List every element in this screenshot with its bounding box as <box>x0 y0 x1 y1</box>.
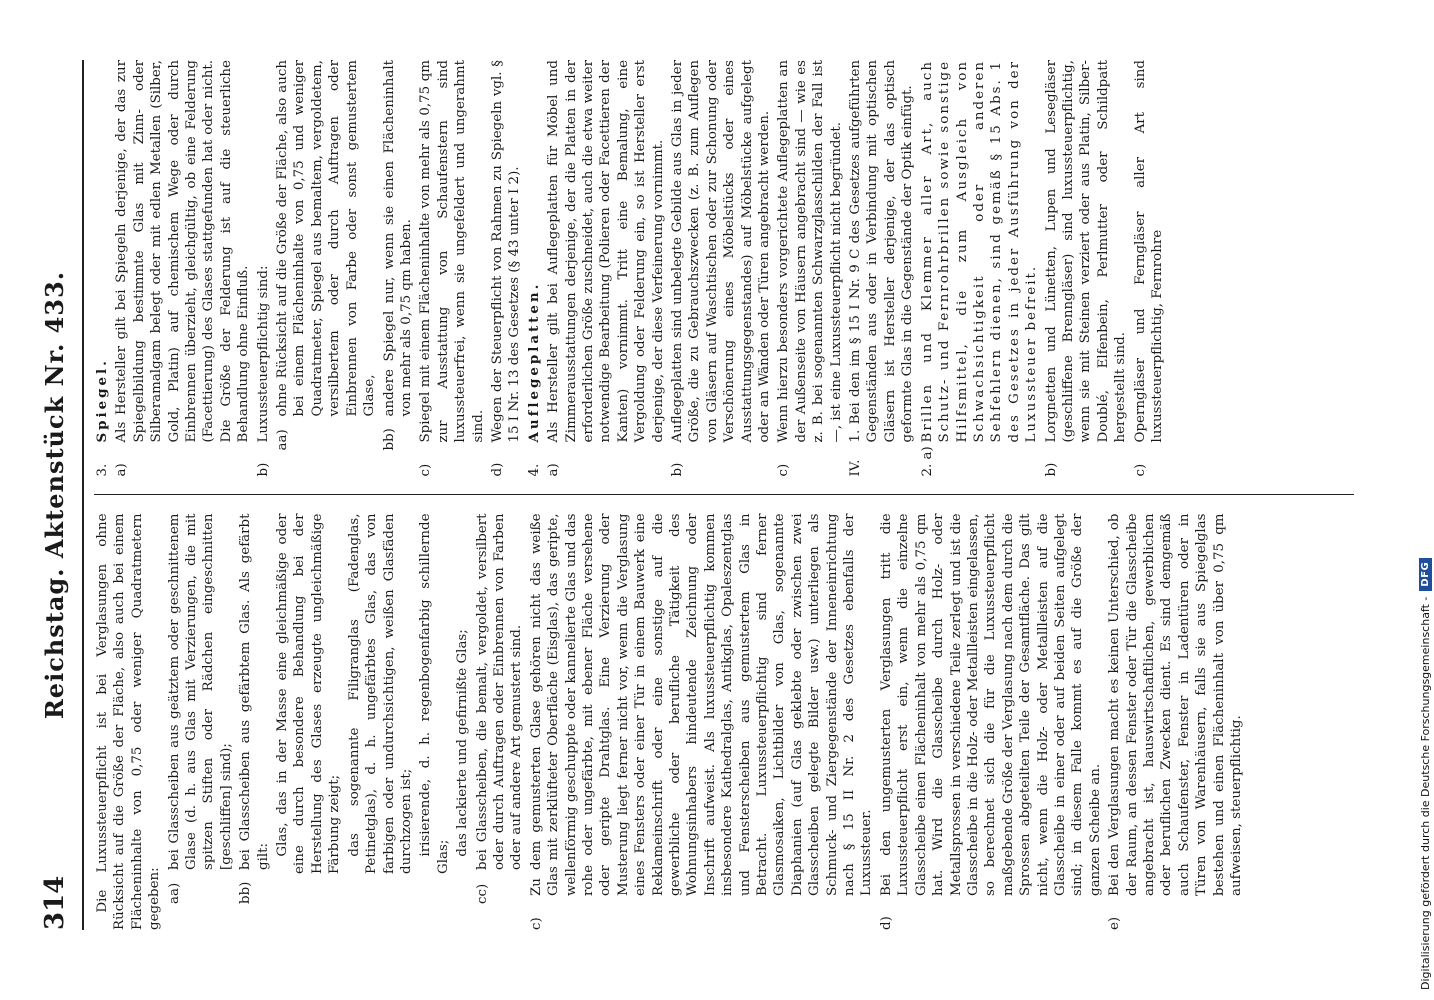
item-text: bei Glasscheiben aus geätztem oder geschnittenem Glase (d. h. aus Glas mit Verzierungen, die mit spitzen Stiften oder Rädchen eingeschnitten [geschliffen] sind); <box>166 513 234 870</box>
list-item-bb <box>237 514 272 931</box>
item-label: a) <box>114 463 130 477</box>
list-item-cc <box>474 514 526 931</box>
list-item-2c <box>1132 60 1167 477</box>
page-number: 314 <box>40 875 70 930</box>
section-iv <box>847 60 917 477</box>
list-item-3b-aa <box>274 60 378 477</box>
dfg-logo: DFG <box>1419 558 1432 591</box>
item-text: Zu dem gemusterten Glase gehören nicht das weiße Glas mit zerklüfteter Oberfläche (Eisglas), das geripte, wellenförmig geschuppte oder kannelierte Glas und das rohe oder ungefärbte, mit ebener Fläche versehene oder geripte Drahtglas. Eine Verzierung oder Musterung liegt ferner nicht vor, wenn die Verglasung eines Fensters oder einer Tür in einem Bauwerk eine Reklameinschrift oder eine sonstige auf die gewerbliche oder berufliche Tätigkeit des Wohnungsinhabers hindeutende Zeichnung oder Inschrift aufweist. Als luxussteuerpflichtig kommen insbesondere Kathedralglas, Antikglas, Opaleszentglas und Fensterscheiben aus gemustertem Glas in Betracht. Luxussteuerpflichtig sind ferner Glasmosaiken, Lichtbilder von Glas, sogenannte Diaphanien (auf Glas geklebte oder zwischen zwei Glasscheiben gelegte Bilder usw.) unterliegen als Schmuck- und Ziergegenstände der Inneneinrichtung nach § 15 II Nr. 2 des Gesetzes ebenfalls der Luxussteuer. <box>528 513 875 896</box>
item-label: e) <box>1107 916 1123 930</box>
paragraph-intro: Die Luxussteuerpflicht ist bei Verglasungen ohne Rücksicht auf die Größe der Fläche, also auch bei einem Flächeninhalte von 0,75 oder weniger Quadratmetern gegeben: <box>95 513 163 930</box>
item-text: Brillen und Klemmer aller Art, auch Schutz- und Fernrohrbrillen sowie sonstige Hilfsmittel, die zum Ausgleich von Schwachsichtigkeit oder anderen Sehfehlern dienen, sind gemäß § 15 Abs. 1 des Gesetzes in jeder Ausführung von der Luxussteuer befreit. <box>919 60 1040 443</box>
running-title: Reichstag. Aktenstück Nr. 433. <box>40 270 69 720</box>
list-item-c <box>528 514 876 931</box>
paragraph-bb-4: das lackierte und gefirnißte Glas; <box>455 629 471 857</box>
list-item-2a <box>919 60 1041 477</box>
item-label: d) <box>878 916 894 930</box>
item-label: bb) <box>381 428 397 451</box>
item-text: Bei den Verglasungen macht es keinen Unterschied, ob der Raum, an dessen Fenster oder Tür die Glasscheibe angebracht ist, hauswirtschaftlichen, gewerblichen oder beruflichen Zwecken dient. Es sind demgemäß auch Schaufenster, Fenster in Ladentüren oder in Türen von Warenhäusern, falls sie aus Spiegelglas bestehen und einen Flächeninhalt von über 0,75 qm aufweisen, steuerpflichtig. <box>1107 513 1244 896</box>
section-heading-auflegeplatten <box>526 60 543 477</box>
section-heading-spiegel <box>94 60 111 477</box>
list-item-e <box>1106 514 1245 931</box>
item-label: cc) <box>474 883 490 904</box>
paragraph-bb-2: das sogenannte Filigranglas (Fadenglas, Petinetglas), d. h. ungefärbtes Glas, das von farbigen oder undurchsichtigen, weißen Glasfäden durchzogen ist; <box>346 513 414 874</box>
paragraph-bb-1: Glas, das in der Masse eine gleichmäßige oder eine durch besondere Behandlung bei der Herstellung des Glases erzeugte ungleichmäßige Färbung zeigt; <box>275 513 343 874</box>
list-item-3d <box>489 60 524 477</box>
item-label: c) <box>418 463 434 477</box>
item-text: ohne Rücksicht auf die Größe der Fläche, also auch bei einem Flächeninhalte von 0,75 und weniger Quadratmeter, Spiegel aus bemaltem, vergoldetem, versilbertem oder durch Auftragen oder Einbrennen von Farbe oder sonst gemustertem Glase, <box>275 60 378 417</box>
list-item-3b <box>255 60 272 477</box>
credit-text: Digitalisierung gefördert durch die Deutsche Forschungsgemeinschaft - <box>1419 596 1432 990</box>
page-header <box>40 60 84 930</box>
item-text: Spiegel mit einem Flächeninhalte von mehr als 0,75 qm zur Ausstattung von Schaufenstern sind luxussteuerfrei, wenn sie ungefeldert und ungerahmt sind. <box>418 60 486 443</box>
left-column <box>94 496 1354 931</box>
item-label: aa) <box>166 882 182 904</box>
item-label: c) <box>776 463 792 477</box>
item-label: c) <box>1132 463 1148 477</box>
section-title: Auflegeplatten. <box>525 281 542 443</box>
list-item-3c <box>417 60 487 477</box>
item-text: Lorgnetten und Lünetten, Lupen und Lesegläser (geschliffene Brenngläser) sind luxussteuerpflichtig, wenn sie mit Steinen verziert oder aus Platin, Silber-Doublé, Elfenbein, Perlmutter oder Schildpatt hergestellt sind. <box>1043 60 1129 443</box>
item-text: Wenn hierzu besonders vorgerichtete Auflegeplatten an der Außenseite von Häusern angebracht sind — wie es z. B. bei sogenannten Schwarzglasschilden der Fall ist —, ist eine Luxussteuerpflicht nicht begründet. <box>776 60 844 443</box>
item-text: Bei den ungemusterten Verglasungen tritt die Luxussteuerpflicht erst ein, wenn die einzelne Glasscheibe einen Flächeninhalt von mehr als 0,75 qm hat. Wird die Glasscheibe durch Holz- oder Metallsprossen in verschiedene Teile zerlegt und ist die Glasscheibe in die Holz- oder Metallleisten eingelassen, so berechnet sich die für die Luxussteuerpflicht maßgebende Größe der Verglasung nach dem durch die Sprossen abgeteilten Teile der Gesamtfläche. Das gilt nicht, wenn die Holz- oder Metallleisten auf die Glasscheibe in einer oder auf beiden Seiten aufgelegt sind; in diesem Falle kommt es auf die Größe der ganzen Scheibe an. <box>878 513 1103 896</box>
paragraph-bb-3: irisierende, d. h. regenbogenfarbig schillernde Glas; <box>418 513 451 874</box>
item-label: bb) <box>238 881 254 904</box>
item-text: Luxussteuerpflichtig sind: <box>255 265 271 443</box>
item-text: Wegen der Steuerpflicht von Rahmen zu Spiegeln vgl. § 15 I Nr. 13 des Gesetzes (§ 43 unter I 2). <box>489 60 523 443</box>
list-item-3a <box>113 60 252 477</box>
list-item-d <box>878 514 1104 931</box>
item-label: 4. <box>526 463 542 477</box>
item-text: Als Hersteller gilt bei Auflegeplatten für Möbel und Zimmerausstattungen derjenige, der die Platten in der erforderlichen Größe zuschneidet, auch die etwa weiter notwendige Bearbeitung (Polieren oder Facettieren der Kanten) vornimmt. Tritt eine Bemalung, eine Vergoldung oder Felderung ein, so ist Hersteller erst derjenige, der diese Verfeinerung vornimmt. <box>546 60 666 443</box>
item-label: b) <box>255 462 271 477</box>
list-item-2b <box>1043 60 1130 477</box>
list-item-4b <box>669 60 773 477</box>
item-label: c) <box>528 917 544 930</box>
item-label: IV. <box>848 459 864 477</box>
section-title: Spiegel. <box>94 358 110 443</box>
right-column <box>94 60 1354 495</box>
item-text: andere Spiegel nur, wenn sie einen Flächeninhalt von mehr als 0,75 qm haben. <box>381 60 414 417</box>
text-columns <box>94 60 1354 930</box>
item-label: aa) <box>275 429 291 451</box>
item-text: Auflegeplatten sind unbelegte Gebilde aus Glas in jeder Größe, die zu Gebrauchszwecken (z. B. zum Auflegen von Gläsern auf Waschtischen oder zur Schonung oder Verschönerung eines Möbelstücks oder eines Ausstattungsgegenstandes) auf Möbelstücke aufgelegt oder an Wänden oder Türen angebracht werden. <box>670 60 773 443</box>
item-label: 3. <box>95 463 110 477</box>
item-text: bei Glasscheiben, die bemalt, vergoldet, versilbert oder durch Auftragen oder Einbrennen von Farben oder auf andere Art gemustert sind. <box>474 513 525 870</box>
list-item-aa <box>166 514 236 931</box>
item-label: b) <box>1043 462 1059 477</box>
item-label: 2. a) <box>919 446 935 477</box>
list-item-3b-bb <box>381 60 416 477</box>
list-item-4c <box>775 60 845 477</box>
item-text: bei Glasscheiben aus gefärbtem Glas. Als gefärbt gilt: <box>238 513 271 870</box>
item-text: 1. Bei den im § 15 I Nr. 9 C des Gesetzes aufgeführten Gegenständen aus oder in Verbindung mit optischen Gläsern ist Hersteller derjenige, der das optisch geformte Glas in die Gegenstände der Optik einfügt. <box>848 60 916 443</box>
item-label: a) <box>546 463 562 477</box>
item-text: Als Hersteller gilt bei Spiegeln derjenige, der das zur Spiegelbildung bestimmte Glas mit Zinn- oder Silberamalgam belegt oder mit edlen Metallen (Silber, Gold, Platin) auf chemischem Wege oder durch Einbrennen überzieht, gleichgültig, ob eine Felderung (Facettierung) des Glases stattgefunden hat oder nicht. Die Größe der Felderung ist auf die steuerliche Behandlung ohne Einfluß. <box>114 60 252 443</box>
column-divider <box>94 495 1354 496</box>
list-item-4a <box>545 60 667 477</box>
item-text: Operngläser und Ferngläser aller Art sind luxussteuerpflichtig, Fernrohre <box>1132 60 1165 443</box>
item-label: d) <box>489 462 505 477</box>
item-label: b) <box>670 462 685 477</box>
digitization-credit <box>1419 558 1432 990</box>
